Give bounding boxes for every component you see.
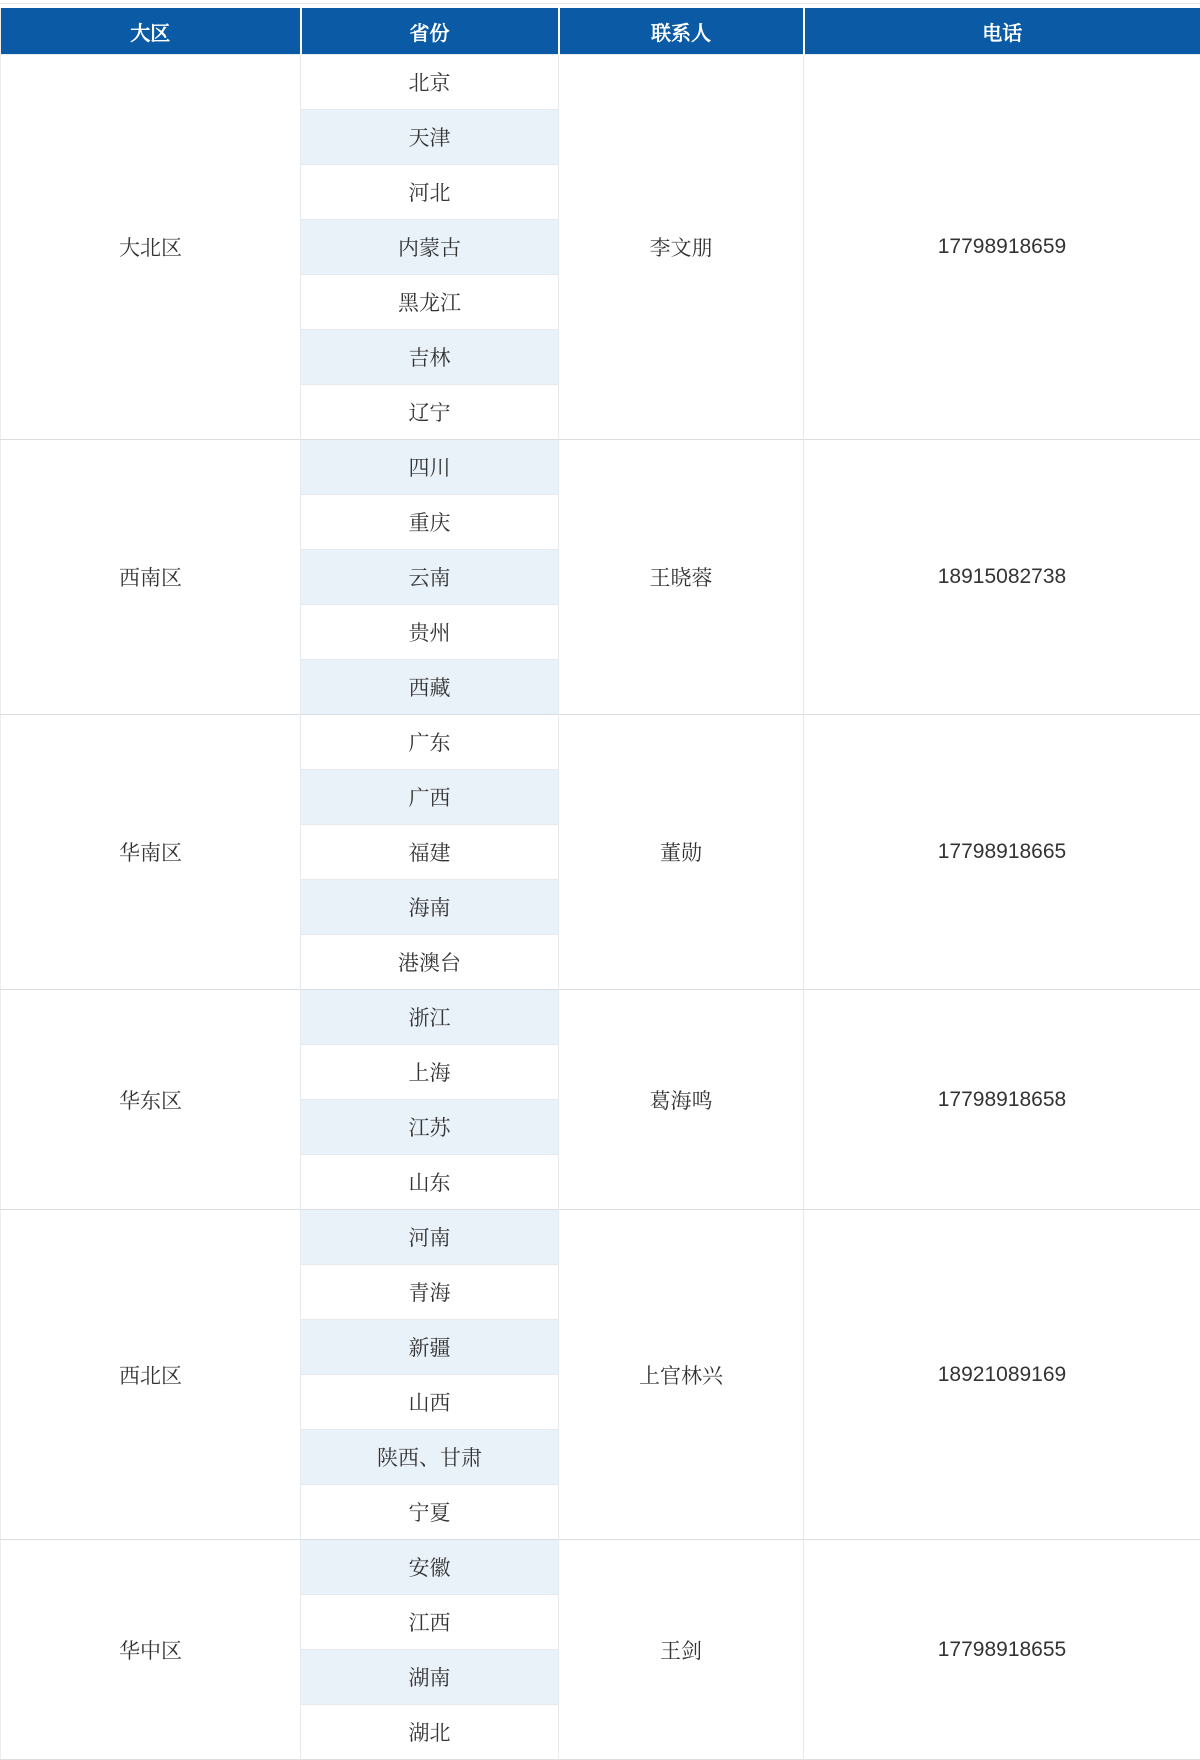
contact-cell: 王剑 — [559, 1540, 804, 1760]
table-row — [1, 440, 1200, 495]
table-header — [1, 8, 1200, 55]
province-cell: 黑龙江 — [301, 275, 559, 330]
province-cell: 福建 — [301, 825, 559, 880]
province-cell: 贵州 — [301, 605, 559, 660]
table-row — [1, 1540, 1200, 1595]
province-cell: 内蒙古 — [301, 220, 559, 275]
province-cell: 广西 — [301, 770, 559, 825]
province-cell: 吉林 — [301, 330, 559, 385]
contact-cell: 葛海鸣 — [559, 990, 804, 1210]
province-cell: 山东 — [301, 1155, 559, 1210]
province-cell: 河南 — [301, 1210, 559, 1265]
column-header-contact: 联系人 — [559, 8, 804, 55]
region-group — [1, 990, 1200, 1210]
table-row — [1, 715, 1200, 770]
province-cell: 北京 — [301, 55, 559, 110]
region-group — [1, 1210, 1200, 1540]
region-cell: 西南区 — [1, 440, 301, 715]
region-cell: 西北区 — [1, 1210, 301, 1540]
phone-cell: 17798918665 — [804, 715, 1200, 990]
column-header-phone: 电话 — [804, 8, 1200, 55]
phone-cell: 17798918655 — [804, 1540, 1200, 1760]
region-group — [1, 440, 1200, 715]
table-row — [1, 55, 1200, 110]
region-cell: 华南区 — [1, 715, 301, 990]
region-group — [1, 1540, 1200, 1760]
province-cell: 安徽 — [301, 1540, 559, 1595]
contact-cell: 上官林兴 — [559, 1210, 804, 1540]
province-cell: 湖南 — [301, 1650, 559, 1705]
province-cell: 重庆 — [301, 495, 559, 550]
province-cell: 江苏 — [301, 1100, 559, 1155]
page — [0, 3, 1200, 1753]
province-cell: 西藏 — [301, 660, 559, 715]
province-cell: 云南 — [301, 550, 559, 605]
province-cell: 江西 — [301, 1595, 559, 1650]
province-cell: 湖北 — [301, 1705, 559, 1760]
column-header-region: 大区 — [1, 8, 301, 55]
province-cell: 港澳台 — [301, 935, 559, 990]
province-cell: 宁夏 — [301, 1485, 559, 1540]
header-row — [1, 8, 1200, 55]
table-row — [1, 1210, 1200, 1265]
contact-cell: 董勋 — [559, 715, 804, 990]
region-cell: 华中区 — [1, 1540, 301, 1760]
province-cell: 山西 — [301, 1375, 559, 1430]
contact-cell: 李文朋 — [559, 55, 804, 440]
regional-contacts-table — [0, 8, 1200, 1760]
province-cell: 四川 — [301, 440, 559, 495]
table-row — [1, 990, 1200, 1045]
province-cell: 河北 — [301, 165, 559, 220]
province-cell: 浙江 — [301, 990, 559, 1045]
region-cell: 华东区 — [1, 990, 301, 1210]
region-group — [1, 715, 1200, 990]
region-cell: 大北区 — [1, 55, 301, 440]
province-cell: 辽宁 — [301, 385, 559, 440]
province-cell: 上海 — [301, 1045, 559, 1100]
province-cell: 海南 — [301, 880, 559, 935]
province-cell: 天津 — [301, 110, 559, 165]
column-header-province: 省份 — [301, 8, 559, 55]
province-cell: 青海 — [301, 1265, 559, 1320]
province-cell: 陕西、甘肃 — [301, 1430, 559, 1485]
phone-cell: 18915082738 — [804, 440, 1200, 715]
province-cell: 广东 — [301, 715, 559, 770]
phone-cell: 17798918658 — [804, 990, 1200, 1210]
region-group — [1, 55, 1200, 440]
phone-cell: 18921089169 — [804, 1210, 1200, 1540]
phone-cell: 17798918659 — [804, 55, 1200, 440]
province-cell: 新疆 — [301, 1320, 559, 1375]
contact-cell: 王晓蓉 — [559, 440, 804, 715]
